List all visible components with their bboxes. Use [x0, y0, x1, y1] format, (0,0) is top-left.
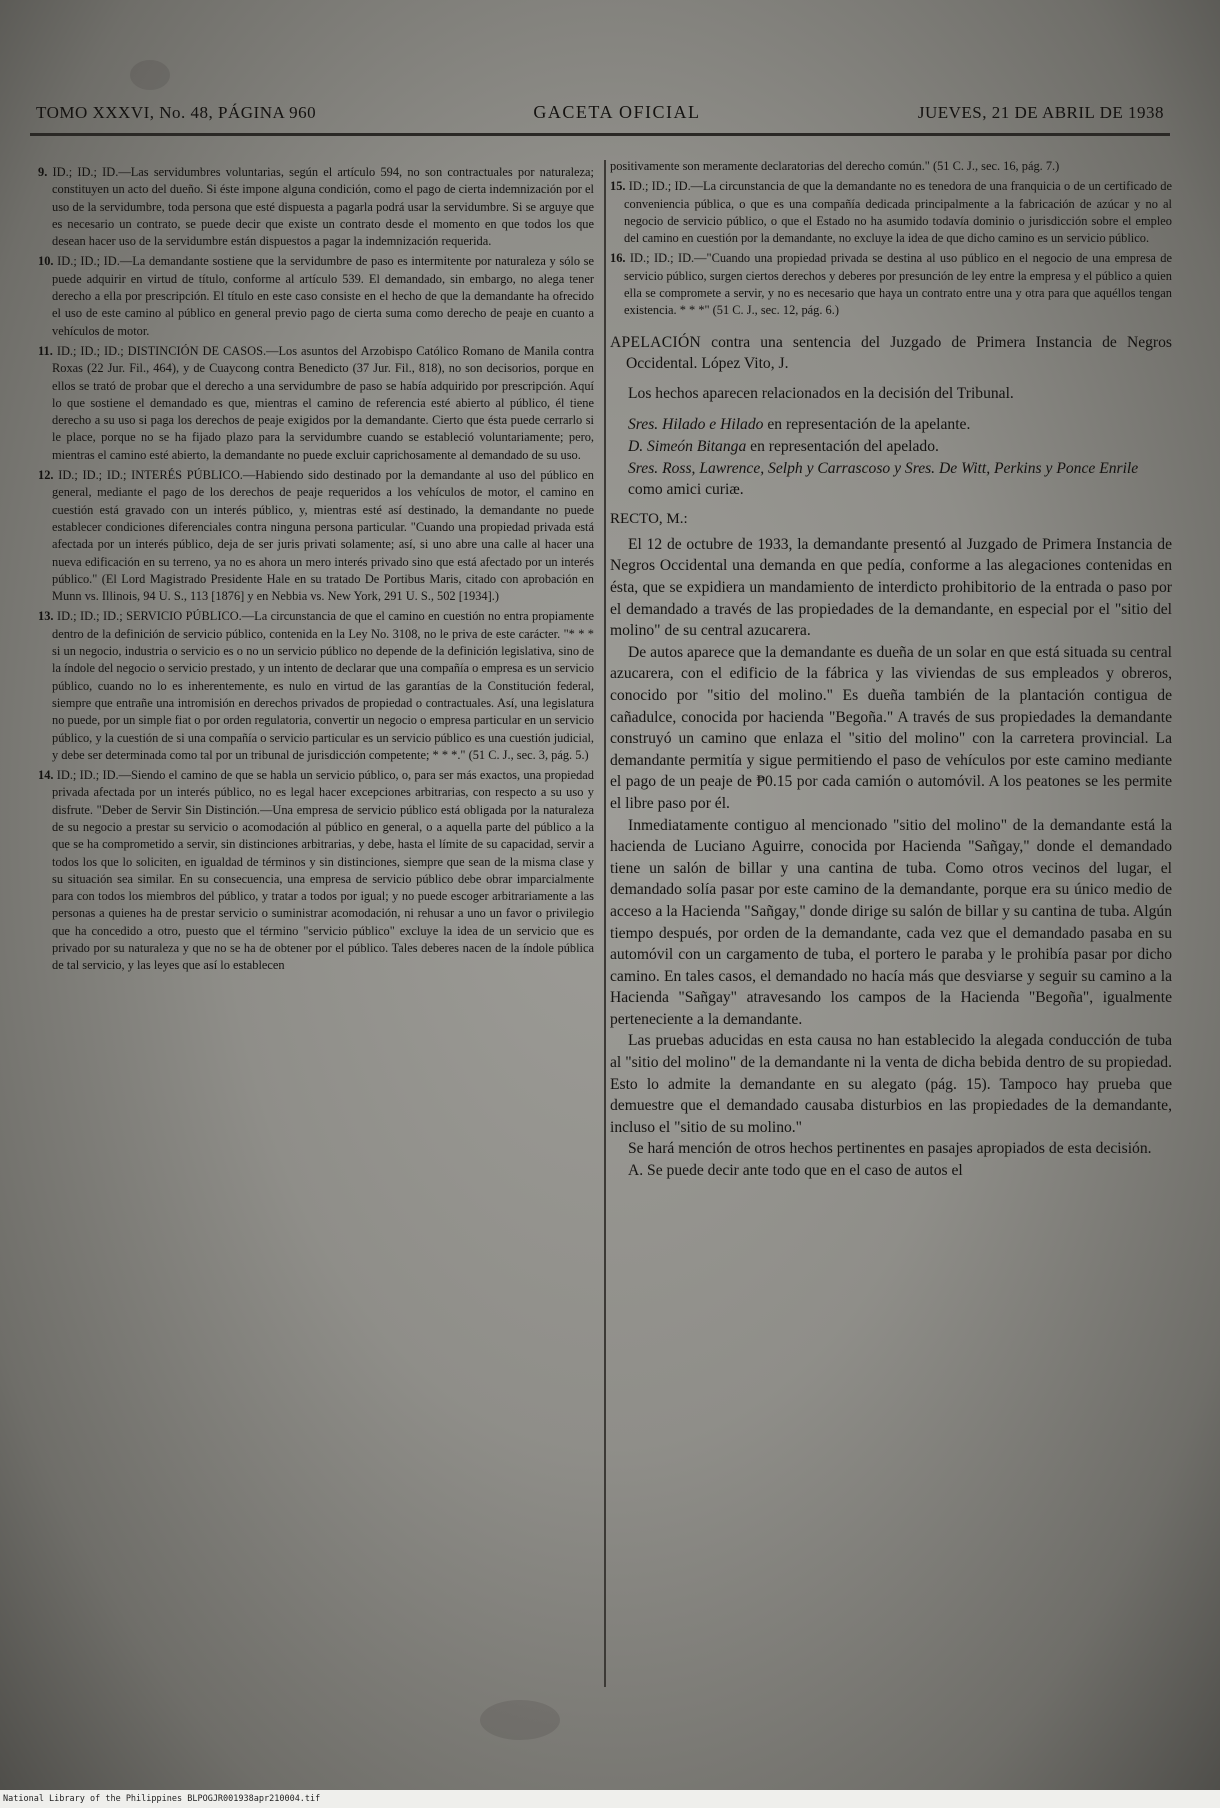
syllabus-note: 15. ID.; ID.; ID.—La circunstancia de que la demandante no es tenedora de una franquicia o de un certificado de conveniencia pública, o que es una compañía dedicada principalmente a la fabricación de azúcar y no al negocio de servicio público, o que el Estado no ha asumido todavía dominio o jurisdicción sobre el empleo del camino en cuestión por la demandante, no excluye la idea de que dicho camino es un servicio público. — [610, 179, 1172, 246]
syllabus-note: 9. ID.; ID.; ID.—Las servidumbres voluntarias, según el artículo 594, no son contractuales por naturaleza; constituyen un acto del dueño. Si éste impone alguna condición, como el pago de cierta indemnización por el uso de la servidumbre, toda persona que esté dispuesta a pagarla podrá usar la servidumbre. Si se arguye que es necesario un contrato, se puede decir que existe un contrato desde el momento en que todos los que desean hacer uso de la servidumbre están dispuestos a pagar la indemnización requerida. — [38, 165, 594, 249]
column-divider — [604, 160, 606, 1687]
header-title: GACETA OFICIAL — [533, 102, 701, 122]
opinion-paragraph: Se hará mención de otros hechos pertinentes en pasajes apropiados de esta decisión. — [628, 1140, 1152, 1158]
opinion-paragraph: Inmediatamente contiguo al mencionado "sitio del molino" de la demandante está la hacienda de Luciano Aguirre, conocida por Hacienda "Sañgay," donde el demandado tiene un salón de billar y una cantina de tuba. Como otros vecinos del lugar, el demandado solía pasar por este camino de la demandante, porque era su único medio de acceso a la Hacienda "Sañgay," donde dirige su salón de billar y su cantina de tuba. Algún tiempo después, por orden de la demandante, cada vez que el demandado pasaba en su automóvil con un cargamento de tuba, el portero le paraba y le prohibía pasar por dicho camino. En tales casos, el demandado no hacía más que desviarse y seguir su camino a la Hacienda "Sañgay" atravesando los campos de la Hacienda "Begoña", igualmente perteneciente a la demandante. — [610, 816, 1172, 1028]
opinion-paragraph: Las pruebas aducidas en esta causa no han establecido la alegada conducción de tuba al "sitio del molino" de la demandante ni la venta de dicha bebida dentro de su propiedad. Esto lo admite la demandante en su alegato (pág. 15). Tampoco hay prueba que demuestre que el demandado causaba disturbios en las propiedades de la demandante, incluso el "sitio de su molino." — [610, 1032, 1172, 1136]
right-column — [610, 158, 1172, 1698]
syllabus-note: 12. ID.; ID.; ID.; INTERÉS PÚBLICO.—Habiendo sido destinado por la demandante al uso del público en general, mediante el pago de los derechos de peaje requeridos a los vehículos de motor, el camino en cuestión está gravado con un interés público, y, mientras esté así destinado, la demandante no puede establecer condiciones diferenciales contra ninguna persona particular. "Cuando una propiedad privada está afectada por un interés público, deja de ser juris privati solamente; así, si uno abre una calle al hacer una nueva edificación en su terreno, ya no es ahora un mero interés privado sino que está afectado por un interés público." (El Lord Magistrado Presidente Hale en su tratado De Portibus Maris, citado con aprobación en Munn vs. Illinois, 94 U. S., 113 [1876] y en Nebbia vs. New York, 291 U. S., 502 [1934].) — [38, 468, 594, 604]
opinion-paragraph: A. Se puede decir ante todo que en el caso de autos el — [628, 1162, 963, 1180]
left-column-syllabus — [38, 164, 594, 1694]
opinion-paragraph: El 12 de octubre de 1933, la demandante presentó al Juzgado de Primera Instancia de Negros Occidental una demanda en que pedía, conforme a las alegaciones contenidas en ésta, que se expidiera un mandamiento de interdicto prohibitorio de la entrada o paso por el demandado a través de las propiedades de la demandante, en especial por el "sitio del molino" de su central azucarera. — [610, 535, 1172, 640]
scan-smudge — [480, 1700, 560, 1740]
counsel-line: D. Simeón Bitanga en representación del apelado. — [628, 438, 939, 456]
syllabus-note: 16. ID.; ID.; ID.—"Cuando una propiedad privada se destina al uso público en el negocio de una empresa de servicio público, surgen ciertos derechos y deberes por presunción de ley entre la empresa y el público a quien ella se compromete a servir, y no es necesario que haya un contrato entre una y otra para que aquéllos tengan existencia. * * *" (51 C. J., sec. 12, pág. 6.) — [610, 251, 1172, 318]
scan-footer: National Library of the Philippines BLPOGJR001938apr210004.tif — [0, 1790, 1220, 1808]
justice-name: RECTO, M.: — [610, 510, 688, 527]
syllabus-note: 10. ID.; ID.; ID.—La demandante sostiene que la servidumbre de paso es intermitente por naturaleza y sólo se puede adquirir en virtud de título, conforme al artículo 539. El demandado, sin embargo, no alega tener derecho a ella por prescripción. El título en este caso consiste en el hecho de que la demandante ha ofrecido el uso de este camino al público en general previo pago de cierta suma como derecho de peaje en cuanto a vehículos de motor. — [38, 254, 594, 338]
syllabus-note: 14. ID.; ID.; ID.—Siendo el camino de que se habla un servicio público, o, para ser más exactos, una propiedad privada afectada por un interés público, no es legal hacer excepciones arbitrarias, con respecto a su uso y disfrute. "Deber de Servir Sin Distinción.—Una empresa de servicio público está obligada por la naturaleza de su negocio a prestar su servicio o acomodación al público en general, o a aquella parte del público a la que se ha comprometido a servir, sin distinciones arbitrarias, y debe, hasta el límite de su capacidad, servir a todos los que lo soliciten, en igualdad de términos y sin distinciones, siempre que sean de la misma clase y su situación sea similar. En su consecuencia, una empresa de servicio público debe obrar imparcialmente para con todos los miembros del público, y tratar a todos por igual; y no puede escoger arbitrariamente a las personas a quienes ha de prestar servicio o suministrar acomodación, ni rehusar a uno un favor o privilegio que ha concedido a otro, puesto que el término "servicio público" excluye la idea de un servicio que es privado por su naturaleza y que no se ha de obtener por el público. Tales deberes nacen de la índole pública de tal servicio, y las leyes que así lo establecen — [38, 768, 594, 973]
opinion-paragraph: De autos aparece que la demandante es dueña de un solar en que está situada su central azucarera, con el edificio de la fábrica y las viviendas de sus empleados y obreros, conocido por "sitio del molino." Es dueña también de la plantación contigua de cañadulce, conocida por hacienda "Begoña." A través de sus propiedades la demandante construyó un camino que enlaza el "sitio del molino" con la carretera provincial. La demandante permitía y sigue permitiendo el paso de vehículos por este camino mediante el pago de un peaje de ₱0.15 por cada camión o automóvil. A los peatones se les permite el libre paso por él. — [610, 643, 1172, 812]
scan-smudge — [130, 60, 170, 90]
header-date: JUEVES, 21 DE ABRIL DE 1938 — [917, 103, 1164, 122]
syllabus-note: 11. ID.; ID.; ID.; DISTINCIÓN DE CASOS.—Los asuntos del Arzobispo Católico Romano de Manila contra Roxas (22 Jur. Fil., 464), y de Cuaycong contra Benedicto (37 Jur. Fil., 818), no son decisorios, porque en ellos se trató de probar que el derecho a una servidumbre de paso se había adquirido por prescripción. Aquí lo que sostiene el demandado es que, mientras el camino de referencia esté abierto al público, él tiene derecho a su uso si paga los derechos de peaje exigidos por la demandante. Cierto que ésta puede cerrarlo si le place, porque no se ha fijado plazo para la servidumbre cuando se estableció voluntariamente; pero, mientras el camino esté abierto, la demandante no puede excluir caprichosamente al demandado de su uso. — [38, 343, 594, 462]
syllabus-note: 13. ID.; ID.; ID.; SERVICIO PÚBLICO.—La circunstancia de que el camino en cuestión no entra propiamente dentro de la definición de servicio público, contenida en la Ley No. 3108, no le priva de este carácter. "* * * si un negocio, industria o servicio es o no un servicio público no depende de la definición legislativa, sino de la índole del negocio o servicio prestado, y un intento de declarar que una compañía o empresa es un servicio público, cuando no lo es inherentemente, es nulo en virtud de las garantías de la Constitución federal, siempre que entrañe una intromisión en derechos privados de propiedad o contractuales. Así, una legislatura no puede, por un simple fiat o por orden regulatoria, convertir un negocio o empresa particular en un servicio público, y la cuestión de si una compañía o servicio particular es un servicio público es una cuestión judicial, y debe ser determinada como tal por un tribunal de jurisdicción competente; * * *." (51 C. J., sec. 3, pág. 5.) — [38, 609, 594, 762]
facts-line: Los hechos aparecen relacionados en la decisión del Tribunal. — [628, 384, 1014, 402]
header-rule — [30, 133, 1170, 136]
header-volume: TOMO XXXVI, No. 48, PÁGINA 960 — [36, 103, 317, 122]
page-header — [36, 102, 1164, 123]
counsel-line: Sres. Ross, Lawrence, Selph y Carrascoso y Sres. De Witt, Perkins y Ponce Enrile como amici curiæ. — [628, 459, 1139, 499]
appeal-statement: APELACIÓN contra una sentencia del Juzgado de Primera Instancia de Negros Occidental. López Vito, J. — [610, 333, 1172, 373]
counsel-line: Sres. Hilado e Hilado en representación de la apelante. — [628, 416, 971, 434]
syllabus-note-continued: positivamente son meramente declaratorias del derecho común." (51 C. J., sec. 16, pág. 7.) — [610, 159, 1060, 173]
